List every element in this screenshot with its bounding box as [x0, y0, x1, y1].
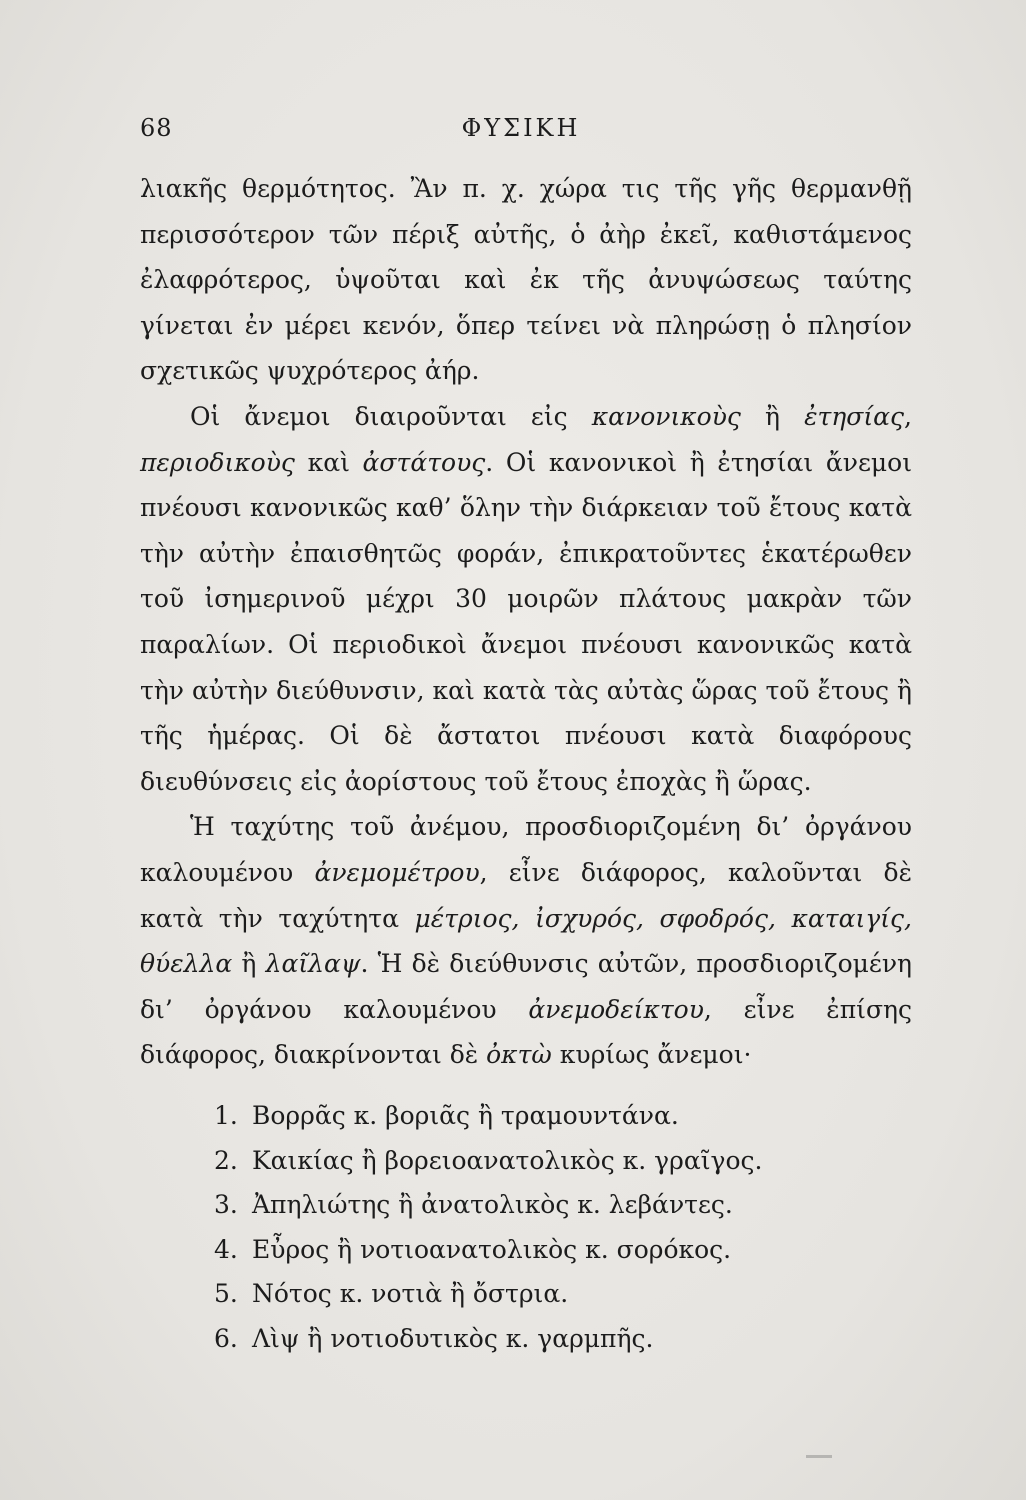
winds-list [214, 1094, 854, 1362]
text-run: ἢ [740, 401, 805, 431]
italic-term: μέτριος, ἰσχυρός, σφοδρός, καταιγίς, θύελλα [140, 903, 912, 979]
text-run: . Ἡ δὲ διεύθυνσις αὐτῶν, προσδιοριζομένη δι’ ὀργάνου καλουμένου [140, 949, 913, 1024]
text-run: , εἶνε ἐπίσης διάφορος, διακρίνονται δὲ [140, 994, 912, 1070]
text-run: , εἶνε διάφορος, καλοῦνται δὲ κατὰ τὴν ταχύτητα [140, 857, 912, 933]
italic-term: ἀνεμομέτρου [314, 857, 480, 887]
paragraph-3 [140, 804, 912, 1078]
text-run: ἢ [232, 949, 266, 979]
italic-term: ἐτησίας [804, 401, 905, 431]
list-item [214, 1094, 854, 1139]
italic-term: ἀνεμοδείκτου [528, 994, 704, 1024]
list-number: 1. [214, 1101, 238, 1130]
running-title: ΦΥΣΙΚΗ [461, 114, 581, 142]
list-item [214, 1317, 854, 1362]
print-speck [806, 1455, 832, 1458]
list-text: Καικίας ἢ βορειοανατολικὸς κ. γραῖγος. [252, 1145, 763, 1175]
list-item [214, 1228, 854, 1273]
body-text [140, 166, 912, 1078]
text-run: Ἡ ταχύτης τοῦ ἀνέμου, προσδιοριζομένη δι’ ὀργάνου καλουμένου [140, 812, 912, 887]
italic-term: περιοδικοὺς [140, 447, 295, 477]
paragraph-2 [140, 394, 912, 804]
list-text: Ἀπηλιώτης ἢ ἀνατολικὸς κ. λεβάντες. [252, 1190, 733, 1220]
italic-term: ἀστάτους [362, 447, 486, 477]
list-item [214, 1139, 854, 1184]
list-item [214, 1272, 854, 1317]
text-run: καὶ [294, 447, 363, 477]
list-text: Βορρᾶς κ. βοριᾶς ἢ τραμουντάνα. [252, 1101, 679, 1130]
italic-term: ὀκτὼ [486, 1040, 552, 1070]
page-number: 68 [140, 114, 173, 142]
list-number: 4. [214, 1234, 238, 1264]
text-run: , [904, 401, 912, 431]
list-item [214, 1183, 854, 1228]
text-run: κυρίως ἄνεμοι· [551, 1040, 752, 1070]
list-number: 3. [214, 1190, 238, 1220]
paragraph-1: λιακῆς θερμότητος. Ἂν π. χ. χώρα τις τῆς γῆς θερμανθῇ περισσότερον τῶν πέριξ αὐτῆς, ὁ ἀὴρ ἐκεῖ, καθιστάμενος ἐλαφρότερος, ὑψοῦται καὶ ἐκ τῆς ἀνυψώσεως ταύτης γίνεται ἐν μέρει κενόν, ὅπερ τείνει νὰ πληρώσῃ ὁ πλησίον σχετικῶς ψυχρότερος ἀήρ. [140, 174, 912, 386]
list-text: Εὖρος ἢ νοτιοανατολικὸς κ. σορόκος. [252, 1234, 732, 1264]
list-number: 2. [214, 1145, 238, 1175]
list-number: 6. [214, 1323, 238, 1353]
text-run: Οἱ ἄνεμοι διαιροῦνται εἰς [190, 401, 592, 431]
list-number: 5. [214, 1279, 238, 1309]
text-run: . Οἱ κανονικοὶ ἢ ἐτησίαι ἄνεμοι πνέουσι κανονικῶς καθ’ ὅλην τὴν διάρκειαν τοῦ ἔτους κατὰ τὴν αὐτὴν ἐπαισθητῶς φοράν, ἐπικρατοῦντες ἑκατέρωθεν τοῦ ἰσημερινοῦ μέχρι 30 μοιρῶν πλάτους μακρὰν τῶν παραλίων. Οἱ περιοδικοὶ ἄνεμοι πνέουσι κανονικῶς κατὰ τὴν αὐτὴν διεύθυνσιν, καὶ κατὰ τὰς αὐτὰς ὥρας τοῦ ἔτους ἢ τῆς ἡμέρας. Οἱ δὲ ἄστατοι πνέουσι κατὰ διαφόρους διευθύνσεις εἰς ἀορίστους τοῦ ἔτους ἐποχὰς ἢ ὥρας. [140, 447, 912, 796]
italic-term: κανονικοὺς [591, 401, 741, 431]
list-text: Λὶψ ἢ νοτιοδυτικὸς κ. γαρμπῆς. [252, 1323, 654, 1353]
page-header [140, 114, 902, 154]
italic-term: λαῖλαψ [265, 949, 361, 979]
list-text: Νότος κ. νοτιὰ ἢ ὄστρια. [252, 1279, 569, 1309]
